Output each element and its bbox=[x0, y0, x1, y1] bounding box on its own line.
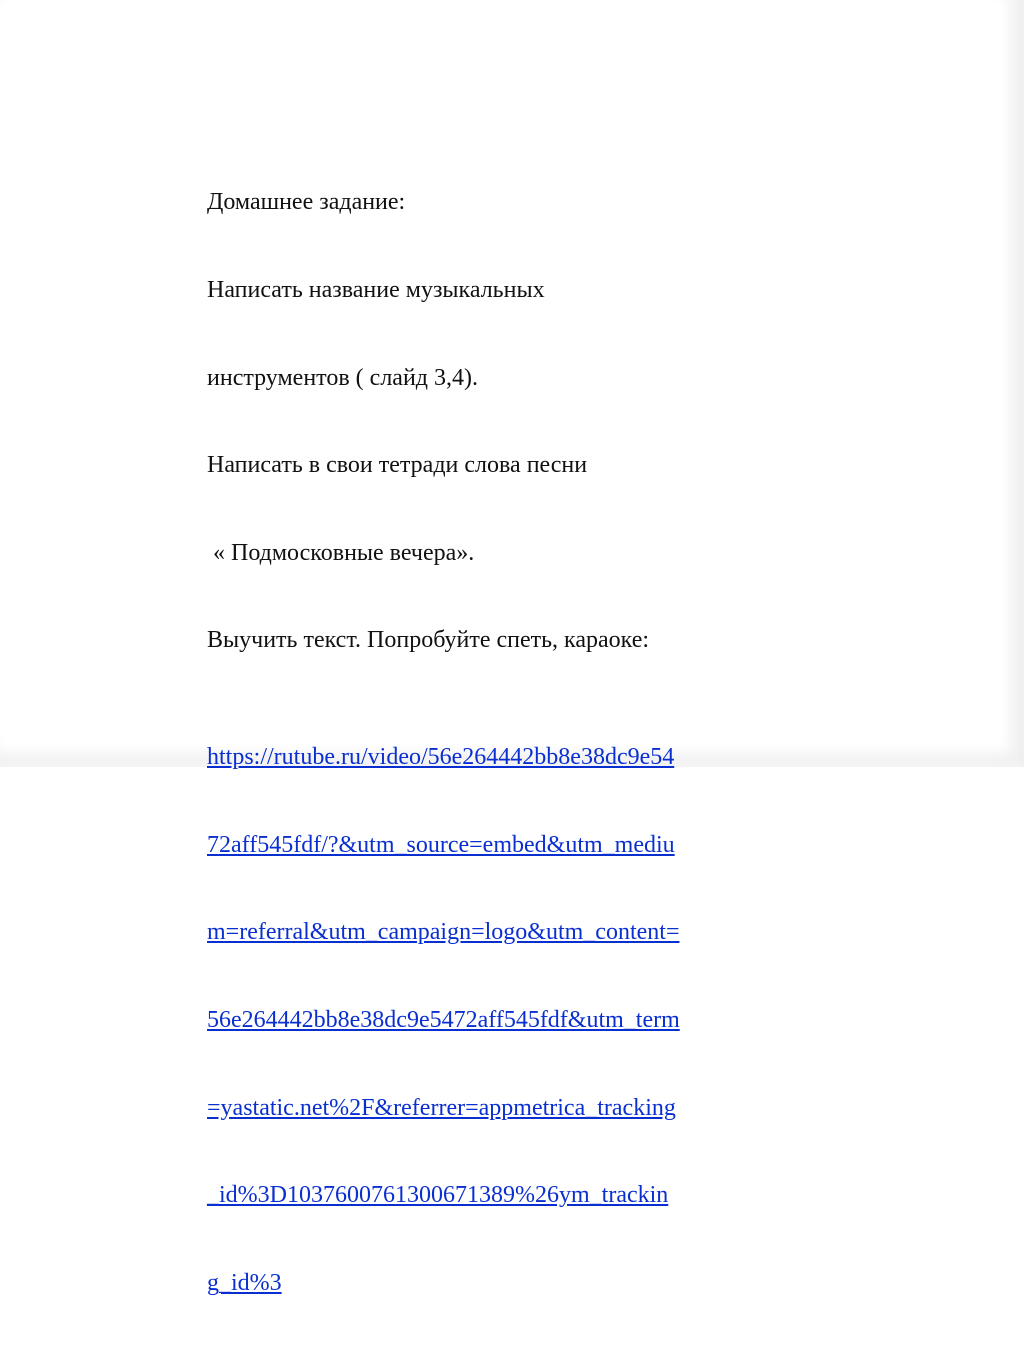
song-title: « Подмосковные вечера». bbox=[207, 539, 475, 566]
homework-heading: Домашнее задание: bbox=[207, 189, 406, 216]
karaoke-link[interactable]: =yastatic.net%2F&referrer=appmetrica_tracking bbox=[207, 1094, 676, 1121]
task-line: Выучить текст. Попробуйте спеть, караоке: bbox=[207, 627, 650, 654]
karaoke-link[interactable]: https://rutube.ru/video/56e264442bb8e38dc9e54 bbox=[207, 744, 675, 771]
task-line: Написать название музыкальных bbox=[207, 277, 545, 303]
karaoke-link[interactable]: 72aff545fdf/?&utm_source=embed&utm_mediu bbox=[207, 831, 675, 858]
task-line: инструментов ( слайд 3,4). bbox=[207, 364, 478, 391]
karaoke-link[interactable]: _id%3D1037600761300671389%26ym_trackin bbox=[207, 1182, 669, 1209]
task-line: Написать в свои тетради слова песни bbox=[207, 452, 588, 479]
homework-text-block bbox=[207, 130, 807, 1356]
karaoke-link[interactable]: 56e264442bb8e38dc9e5472aff545fdf&utm_term bbox=[207, 1006, 680, 1033]
karaoke-link[interactable]: m=referral&utm_campaign=logo&utm_content= bbox=[207, 919, 680, 946]
karaoke-link[interactable]: g_id%3 bbox=[207, 1269, 282, 1296]
